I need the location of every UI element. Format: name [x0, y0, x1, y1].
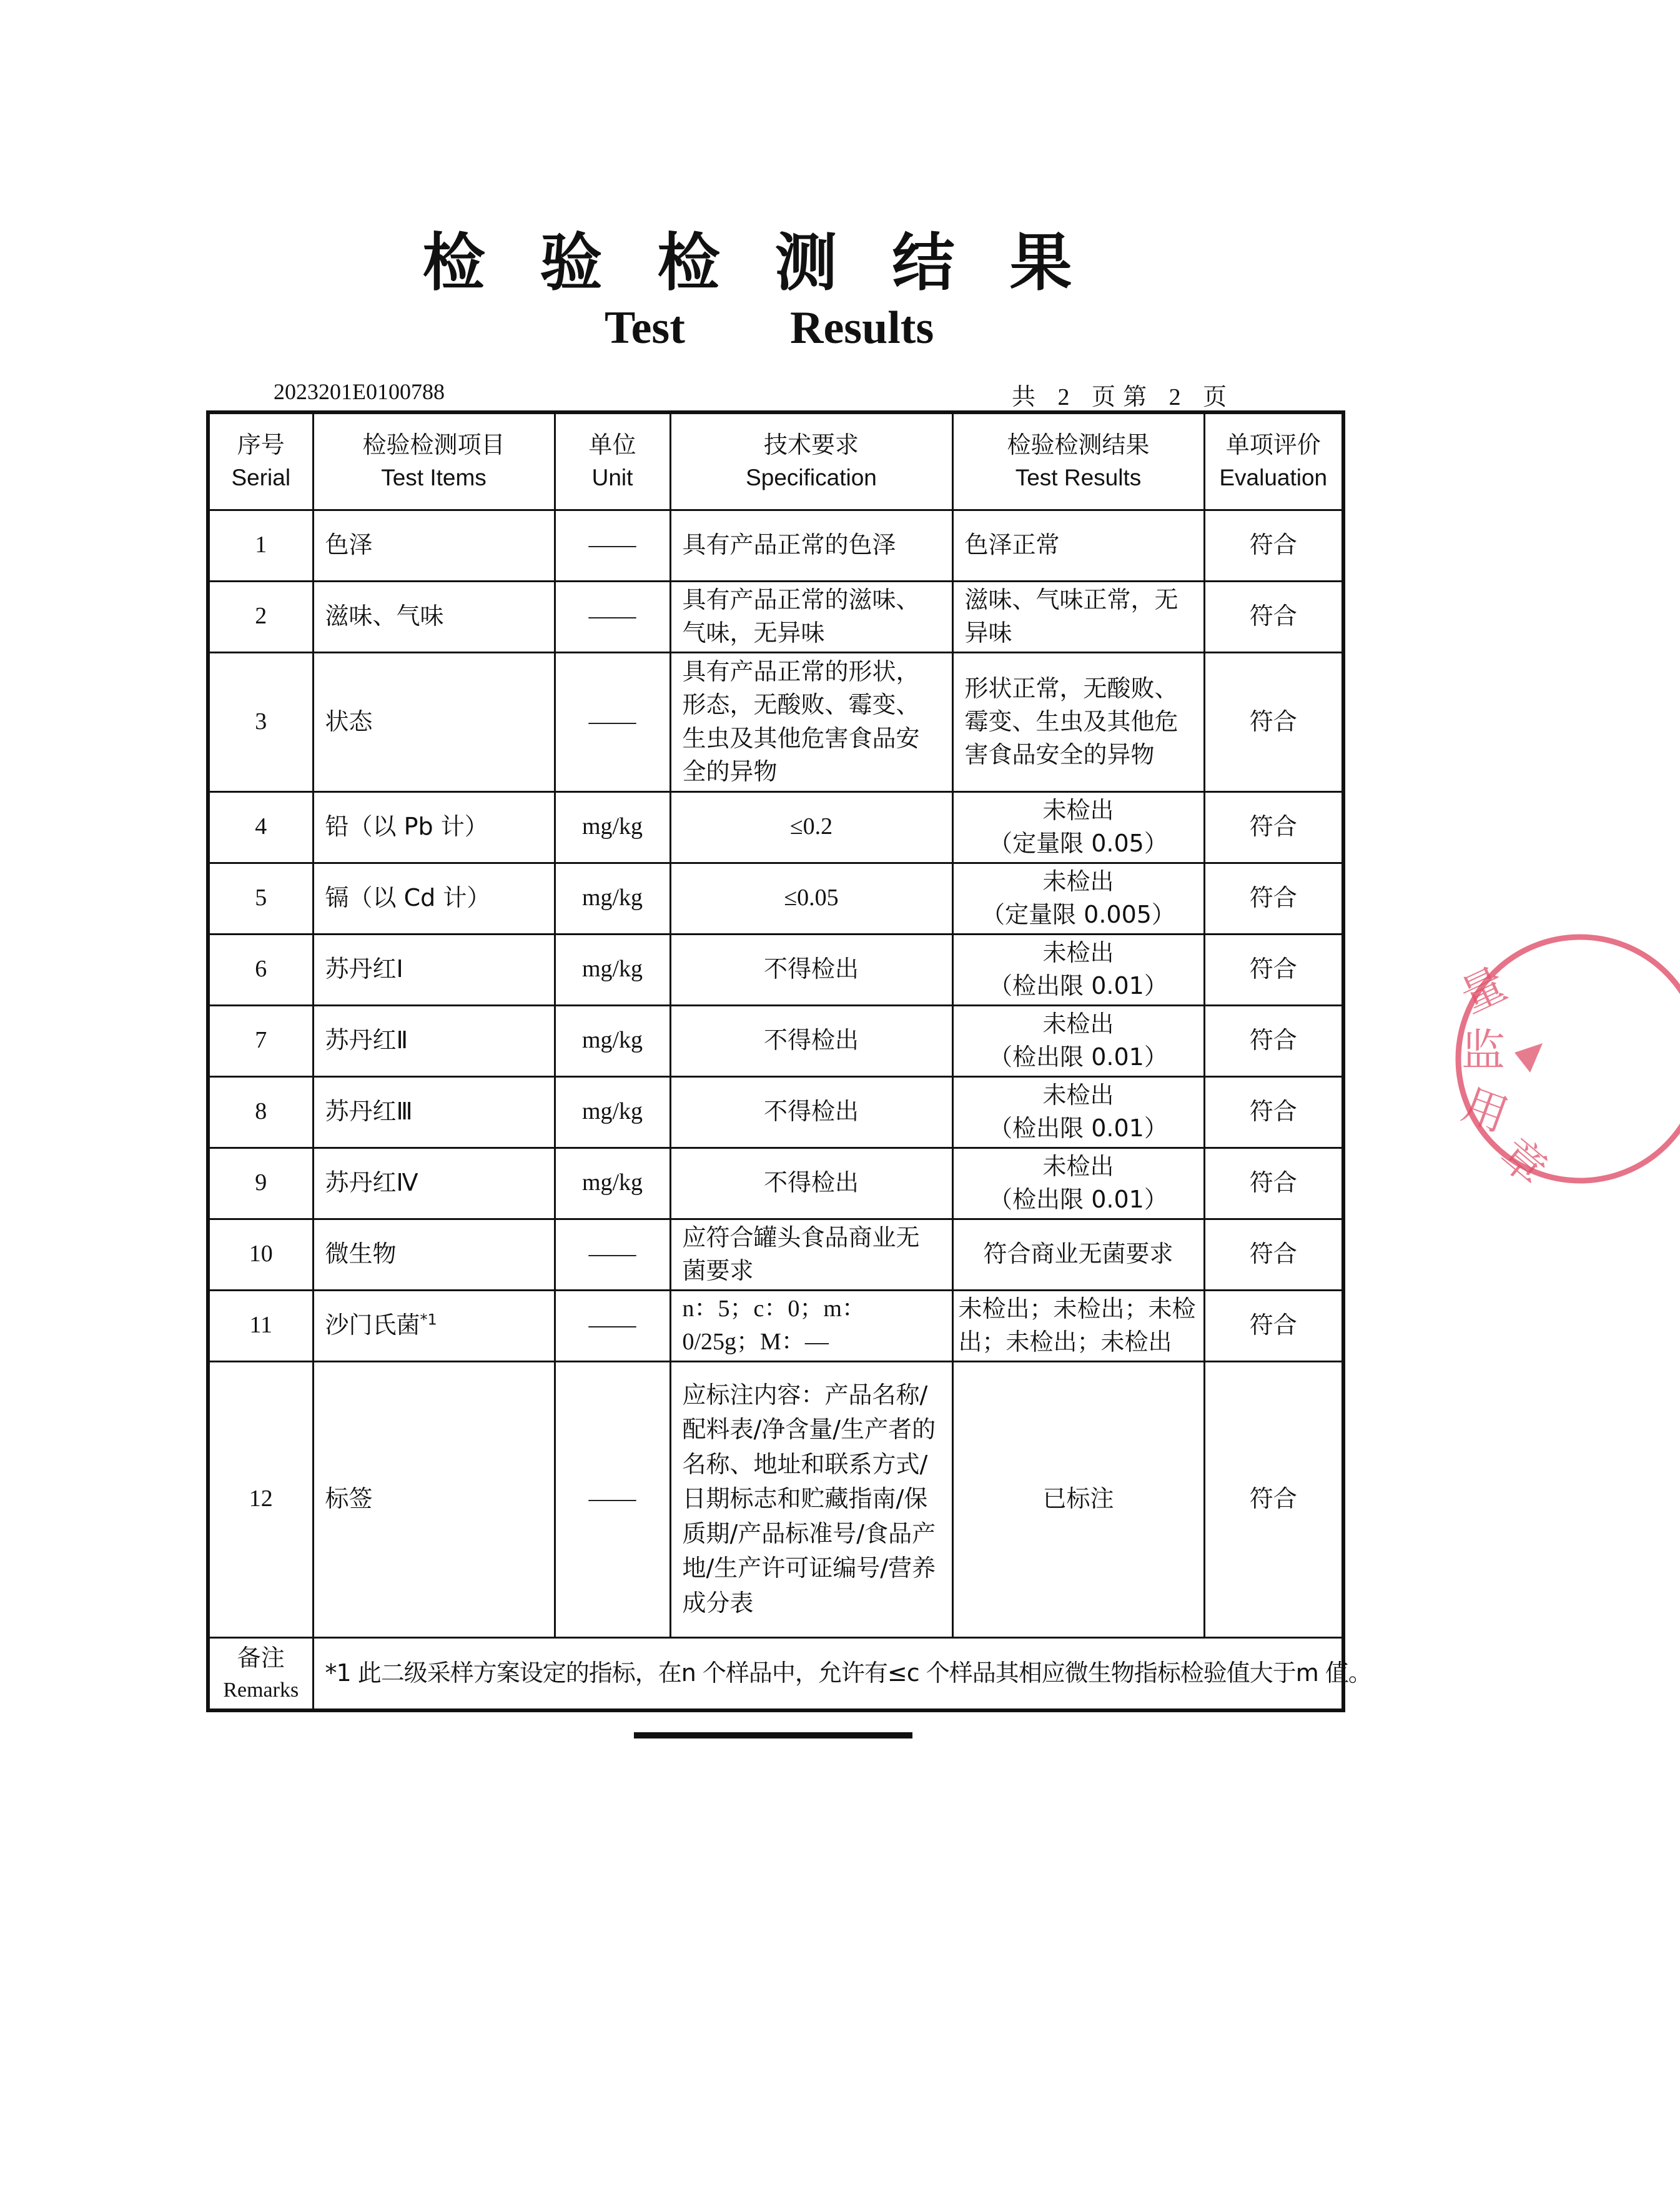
page-title-cn: 检验检测结果	[422, 226, 1127, 299]
table-row	[208, 791, 1343, 863]
table-row	[208, 1076, 1343, 1148]
cell-spec: 不得检出	[670, 1005, 952, 1076]
cell-spec: 具有产品正常的滋味、气味，无异味	[670, 581, 952, 652]
table-row	[208, 1290, 1343, 1361]
cell-item: 状态	[313, 652, 555, 791]
cell-serial: 8	[208, 1076, 313, 1148]
cell-serial: 11	[208, 1290, 313, 1361]
page-current-suffix: 页	[1203, 383, 1227, 410]
table-row	[208, 1219, 1343, 1290]
cell-unit: ——	[555, 1290, 670, 1361]
cell-serial: 2	[208, 581, 313, 652]
cell-serial: 5	[208, 863, 313, 934]
cell-result: 未检出 （检出限 0.01）	[952, 1076, 1204, 1148]
cell-unit: ——	[555, 1361, 670, 1637]
cell-result: 滋味、气味正常，无异味	[952, 581, 1204, 652]
cell-unit: ——	[555, 1219, 670, 1290]
cell-result: 未检出 （检出限 0.01）	[952, 1148, 1204, 1219]
page-total-prefix: 共	[1012, 383, 1036, 410]
cell-spec: 不得检出	[670, 1148, 952, 1219]
table-row	[208, 1005, 1343, 1076]
cell-evaluation: 符合	[1204, 1361, 1343, 1637]
page-total: 2	[1035, 384, 1092, 413]
cell-serial: 10	[208, 1219, 313, 1290]
page-current: 2	[1147, 384, 1203, 413]
cell-unit: mg/kg	[555, 1005, 670, 1076]
report-number: 2023201E0100788	[274, 379, 445, 404]
page-title-en-test: Test	[605, 302, 685, 354]
bottom-rule	[634, 1732, 912, 1738]
cell-unit: mg/kg	[555, 863, 670, 934]
table-row	[208, 581, 1343, 652]
cell-item: 铅（以 Pb 计）	[313, 791, 555, 863]
cell-item: 微生物	[313, 1219, 555, 1290]
col-header-serial: 序号 Serial	[208, 412, 313, 510]
table-row	[208, 1361, 1343, 1637]
svg-text:用: 用	[1456, 1078, 1515, 1142]
cell-item: 苏丹红Ⅲ	[313, 1076, 555, 1148]
cell-evaluation: 符合	[1204, 1076, 1343, 1148]
cell-serial: 4	[208, 791, 313, 863]
svg-text:监: 监	[1461, 1024, 1505, 1076]
cell-unit: ——	[555, 581, 670, 652]
cell-serial: 3	[208, 652, 313, 791]
remarks-text: *1 此二级采样方案设定的指标，在n 个样品中，允许有≤c 个样品其相应微生物指标检验值大于m 值。	[313, 1637, 1343, 1710]
cell-result: 未检出；未检出；未检出；未检出；未检出	[952, 1290, 1204, 1361]
cell-evaluation: 符合	[1204, 1005, 1343, 1076]
red-seal-stamp	[1455, 909, 1680, 1209]
table-header-row	[208, 412, 1343, 510]
remarks-row	[208, 1637, 1343, 1710]
page-title-en-results: Results	[790, 302, 934, 354]
cell-evaluation: 符合	[1204, 652, 1343, 791]
cell-evaluation: 符合	[1204, 1148, 1343, 1219]
cell-spec: 具有产品正常的色泽	[670, 510, 952, 581]
svg-text:量: 量	[1453, 958, 1514, 1023]
cell-unit: mg/kg	[555, 791, 670, 863]
cell-serial: 6	[208, 934, 313, 1005]
cell-item: 色泽	[313, 510, 555, 581]
cell-evaluation: 符合	[1204, 510, 1343, 581]
cell-unit: mg/kg	[555, 1148, 670, 1219]
cell-serial: 7	[208, 1005, 313, 1076]
cell-spec: 不得检出	[670, 934, 952, 1005]
svg-text:章: 章	[1490, 1128, 1557, 1196]
col-header-test-results: 检验检测结果 Test Results	[952, 412, 1204, 510]
cell-item: 苏丹红Ⅰ	[313, 934, 555, 1005]
col-header-evaluation: 单项评价 Evaluation	[1204, 412, 1343, 510]
cell-spec: ≤0.05	[670, 863, 952, 934]
results-table	[206, 410, 1371, 1712]
cell-spec: 具有产品正常的形状，形态，无酸败、霉变、生虫及其他危害食品安全的异物	[670, 652, 952, 791]
cell-unit: ——	[555, 652, 670, 791]
col-header-specification: 技术要求 Specification	[670, 412, 952, 510]
table-row	[208, 510, 1343, 581]
cell-serial: 9	[208, 1148, 313, 1219]
cell-item: 苏丹红Ⅱ	[313, 1005, 555, 1076]
cell-serial: 1	[208, 510, 313, 581]
cell-evaluation: 符合	[1204, 1290, 1343, 1361]
page-indicator	[1012, 377, 1227, 413]
cell-result: 已标注	[952, 1361, 1204, 1637]
cell-spec: 应标注内容：产品名称/配料表/净含量/生产者的名称、地址和联系方式/日期标志和贮藏指南/保质期/产品标准号/食品产地/生产许可证编号/营养成分表	[670, 1361, 952, 1637]
cell-spec: 应符合罐头食品商业无菌要求	[670, 1219, 952, 1290]
cell-item: 标签	[313, 1361, 555, 1637]
table-row	[208, 934, 1343, 1005]
cell-result: 未检出 （定量限 0.005）	[952, 863, 1204, 934]
cell-unit: ——	[555, 510, 670, 581]
table-row	[208, 1148, 1343, 1219]
cell-result: 未检出 （检出限 0.01）	[952, 1005, 1204, 1076]
cell-spec: 不得检出	[670, 1076, 952, 1148]
cell-evaluation: 符合	[1204, 581, 1343, 652]
cell-evaluation: 符合	[1204, 863, 1343, 934]
cell-item: 滋味、气味	[313, 581, 555, 652]
cell-evaluation: 符合	[1204, 791, 1343, 863]
cell-evaluation: 符合	[1204, 934, 1343, 1005]
cell-spec: ≤0.2	[670, 791, 952, 863]
cell-result: 形状正常，无酸败、霉变、生虫及其他危害食品安全的异物	[952, 652, 1204, 791]
cell-item: 镉（以 Cd 计）	[313, 863, 555, 934]
cell-spec: n：5；c：0；m：0/25g；M：—	[670, 1290, 952, 1361]
table-row	[208, 863, 1343, 934]
cell-item: 沙门氏菌$^{*1}$	[313, 1290, 555, 1361]
cell-result: 未检出 （检出限 0.01）	[952, 934, 1204, 1005]
cell-item: 苏丹红Ⅳ	[313, 1148, 555, 1219]
page-current-prefix: 第	[1123, 383, 1147, 410]
cell-result: 色泽正常	[952, 510, 1204, 581]
cell-unit: mg/kg	[555, 934, 670, 1005]
cell-serial: 12	[208, 1361, 313, 1637]
remarks-label: 备注 Remarks	[208, 1637, 313, 1710]
cell-evaluation: 符合	[1204, 1219, 1343, 1290]
cell-result: 符合商业无菌要求	[952, 1219, 1204, 1290]
page-total-suffix: 页	[1092, 383, 1116, 410]
cell-unit: mg/kg	[555, 1076, 670, 1148]
cell-result: 未检出 （定量限 0.05）	[952, 791, 1204, 863]
col-header-unit: 单位 Unit	[555, 412, 670, 510]
table-row	[208, 652, 1343, 791]
col-header-test-items: 检验检测项目 Test Items	[313, 412, 555, 510]
